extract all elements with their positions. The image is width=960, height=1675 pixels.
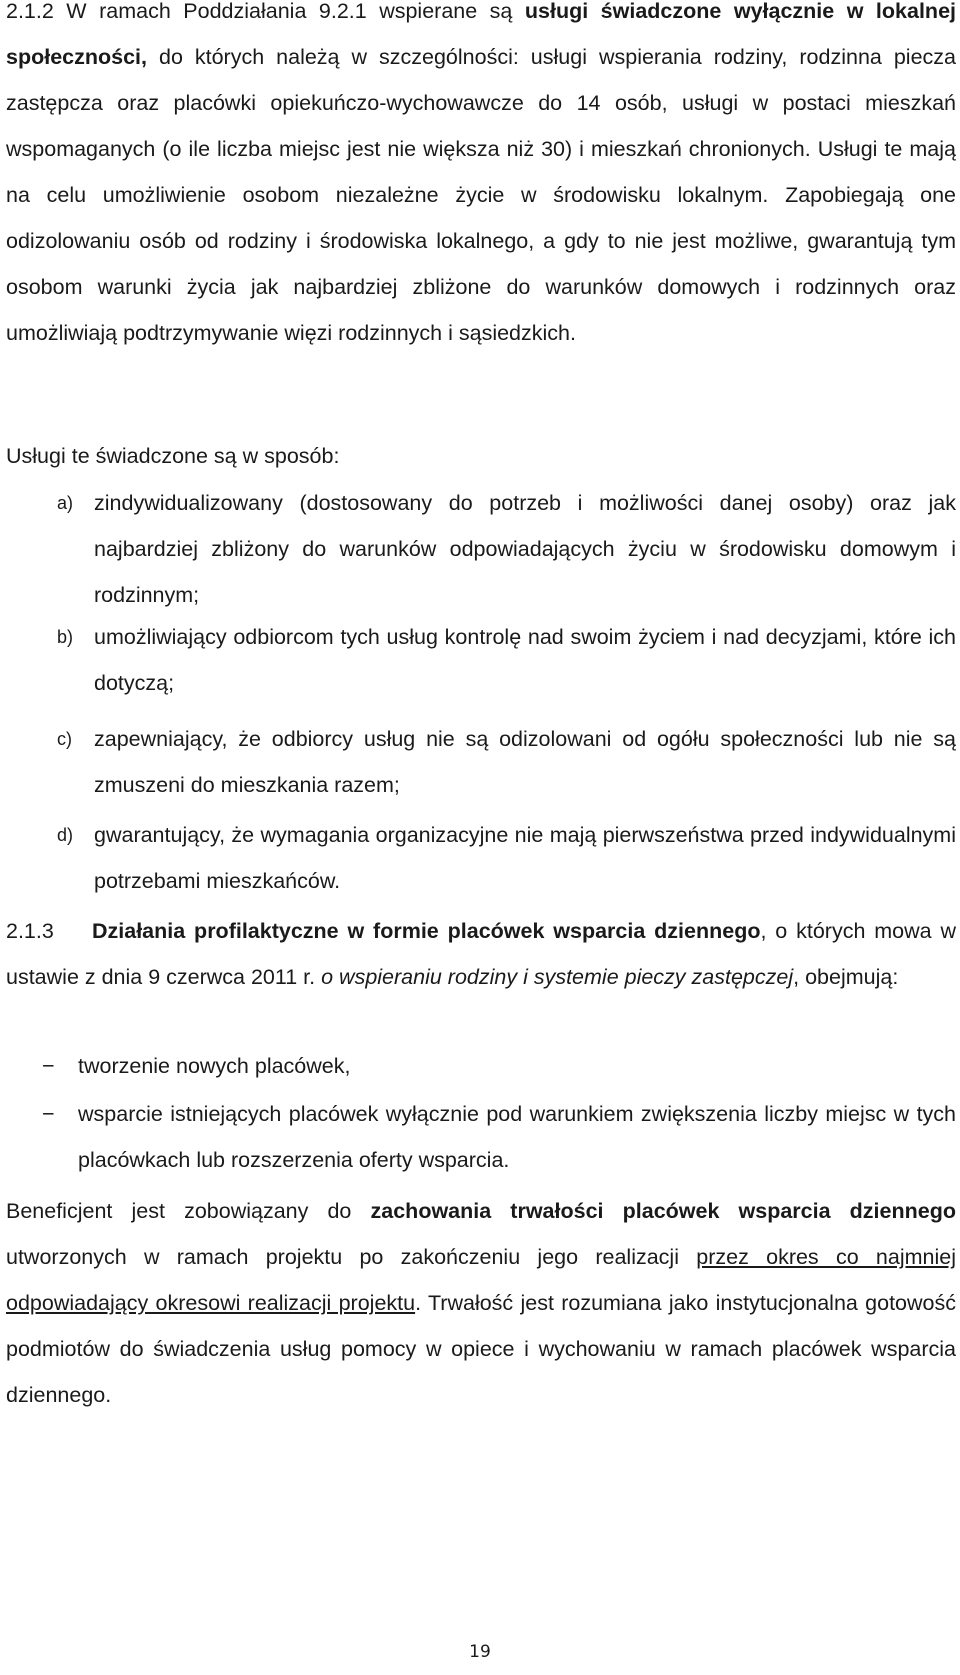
paragraph-durability <box>6 1188 956 1418</box>
dash-item-2 <box>42 1091 956 1183</box>
list-marker: b) <box>57 627 74 647</box>
section-heading-bold: Działania profilaktyczne w formie placówek wsparcia dziennego <box>92 919 761 943</box>
list-marker: a) <box>57 493 74 513</box>
section-text: , o których mowa w ustawie z dnia 9 czerwca 2011 r. <box>6 919 956 989</box>
list-marker: d) <box>57 825 74 845</box>
page-number: 19 <box>469 1642 491 1662</box>
section-text-end: , obejmują: <box>793 965 899 989</box>
p1-lead: 2.1.2 W ramach Poddziałania 9.2.1 wspierane są <box>6 0 525 23</box>
paragraph-2-1-3 <box>6 908 956 1000</box>
p3-bold: zachowania trwałości placówek wsparcia dziennego <box>370 1199 956 1223</box>
dash-item-text: tworzenie nowych placówek, <box>78 1054 351 1078</box>
p3-a: Beneficjent jest zobowiązany do <box>6 1199 371 1223</box>
p1-bold: usługi świadczone wyłącznie w lokalnej społeczności, <box>6 0 956 69</box>
dash-marker: − <box>42 1054 55 1078</box>
dash-marker: − <box>42 1102 55 1126</box>
list-item-text: gwarantujący, że wymagania organizacyjne nie mają pierwszeństwa przed indywidualnymi potrzebami mieszkańców. <box>94 823 956 893</box>
dash-item-text: wsparcie istniejących placówek wyłącznie pod warunkiem zwiększenia liczby miejsc w tych placówkach lub rozszerzenia oferty wsparcia. <box>78 1102 956 1172</box>
p3-b: utworzonych w ramach projektu po zakończeniu jego realizacji <box>6 1245 697 1269</box>
dash-item-1 <box>42 1043 956 1089</box>
list-item-c <box>57 716 956 808</box>
list-item-text: zindywidualizowany (dostosowany do potrzeb i możliwości danej osoby) oraz jak najbardziej zbliżony do warunków odpowiadających życiu w środowisku domowym i rodzinnym; <box>94 491 956 607</box>
paragraph-2-1-2 <box>6 0 956 356</box>
p3-underline: przez okres co najmniej odpowiadający okresowi realizacji projektu <box>6 1245 956 1315</box>
act-title-italic: o wspieraniu rodziny i systemie pieczy zastępczej <box>321 965 794 989</box>
list-item-a <box>57 480 956 618</box>
section-number: 2.1.3 <box>6 919 54 943</box>
list-item-text: umożliwiający odbiorcom tych usług kontrolę nad swoim życiem i nad decyzjami, które ich dotyczą; <box>94 625 956 695</box>
list-item-d <box>57 812 956 904</box>
list-item-b <box>57 614 956 706</box>
p1-rest: do których należą w szczególności: usługi wspierania rodziny, rodzinna piecza zastępcza oraz placówki opiekuńczo-wychowawcze do 14 osób, usługi w postaci mieszkań wspomaganych (o ile liczba miejsc jest nie większa niż 30) i mieszkań chronionych. Usługi te mają na celu umożliwienie osobom niezależne życie w środowisku lokalnym. Zapobiegają one odizolowaniu osób od rodziny i środowiska lokalnego, a gdy to nie jest możliwe, gwarantują tym osobom warunki życia jak najbardziej zbliżone do warunków domowych i rodzinnych oraz umożliwiają podtrzymywanie więzi rodzinnych i sąsiedzkich. <box>6 45 956 345</box>
paragraph-services-intro: Usługi te świadczone są w sposób: <box>6 444 340 468</box>
list-marker: c) <box>57 729 72 749</box>
p3-c: . Trwałość jest rozumiana jako instytucjonalna gotowość podmiotów do świadczenia usług pomocy w opiece i wychowaniu w ramach placówek wsparcia dziennego. <box>6 1291 956 1407</box>
list-item-text: zapewniający, że odbiorcy usług nie są odizolowani od ogółu społeczności lub nie są zmuszeni do mieszkania razem; <box>94 727 956 797</box>
